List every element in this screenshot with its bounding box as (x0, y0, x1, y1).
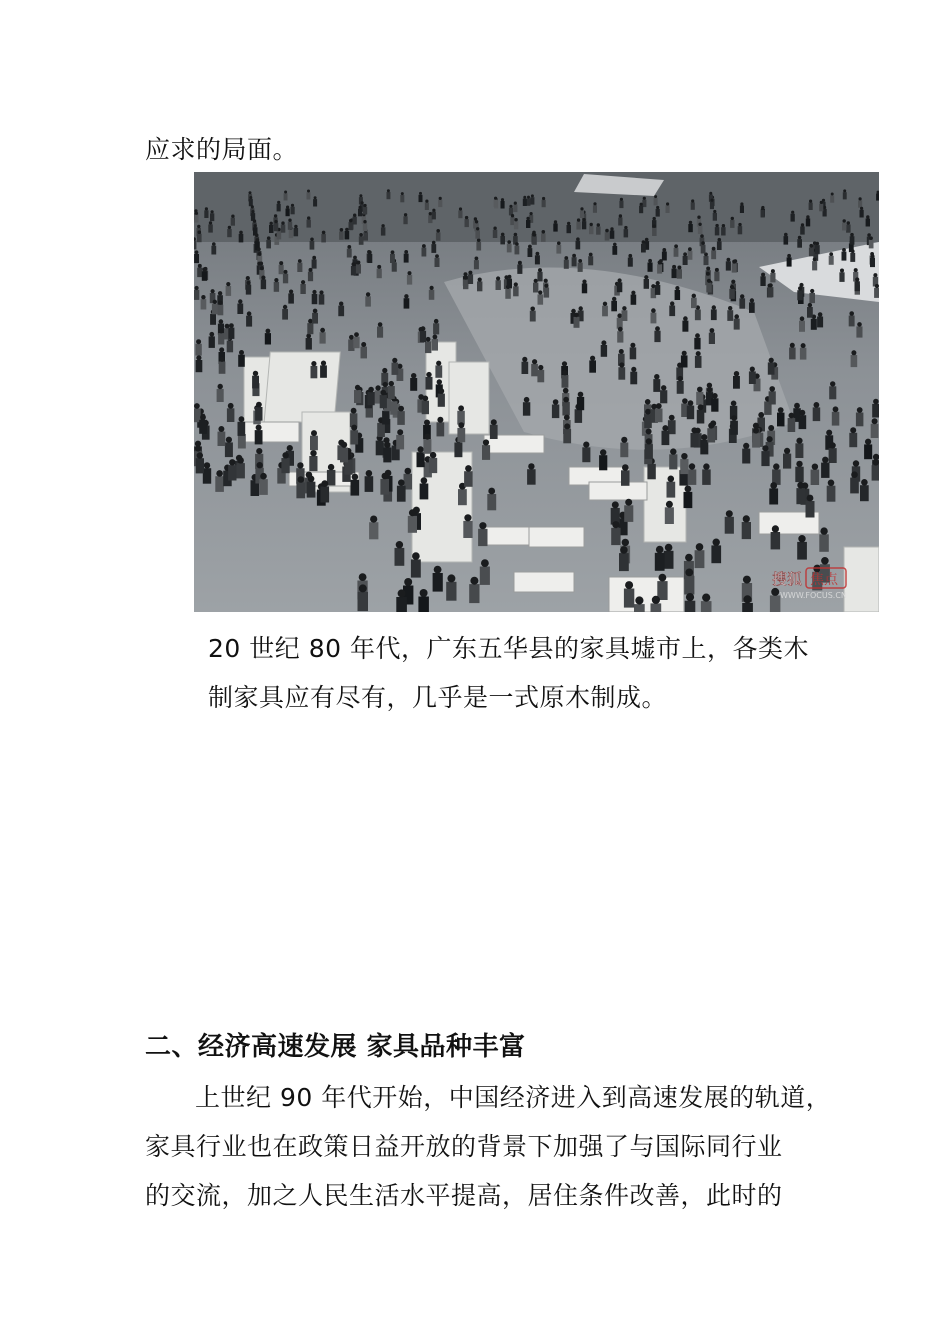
watermark-brand: 搜狐 (772, 570, 803, 588)
paragraph-fragment: 应求的局面。 (145, 135, 299, 164)
section-heading: 二、经济高速发展 家具品种丰富 (145, 1032, 526, 1062)
body-paragraph-line: 家具行业也在政策日益开放的背景下加强了与国际同行业 (145, 1132, 783, 1161)
watermark-mark: 焦点 (810, 572, 838, 588)
market-photo (194, 172, 879, 612)
watermark-url: WWW.FOCUS.CN (780, 591, 847, 600)
body-paragraph-line: 上世纪 90 年代开始，中国经济进入到高速发展的轨道， (195, 1083, 832, 1112)
body-paragraph-line: 的交流，加之人民生活水平提高，居住条件改善，此时的 (145, 1181, 783, 1210)
photo-caption-line: 20 世纪 80 年代，广东五华县的家具墟市上，各类木 (208, 634, 809, 663)
photo-caption-line: 制家具应有尽有，几乎是一式原木制成。 (208, 683, 668, 712)
